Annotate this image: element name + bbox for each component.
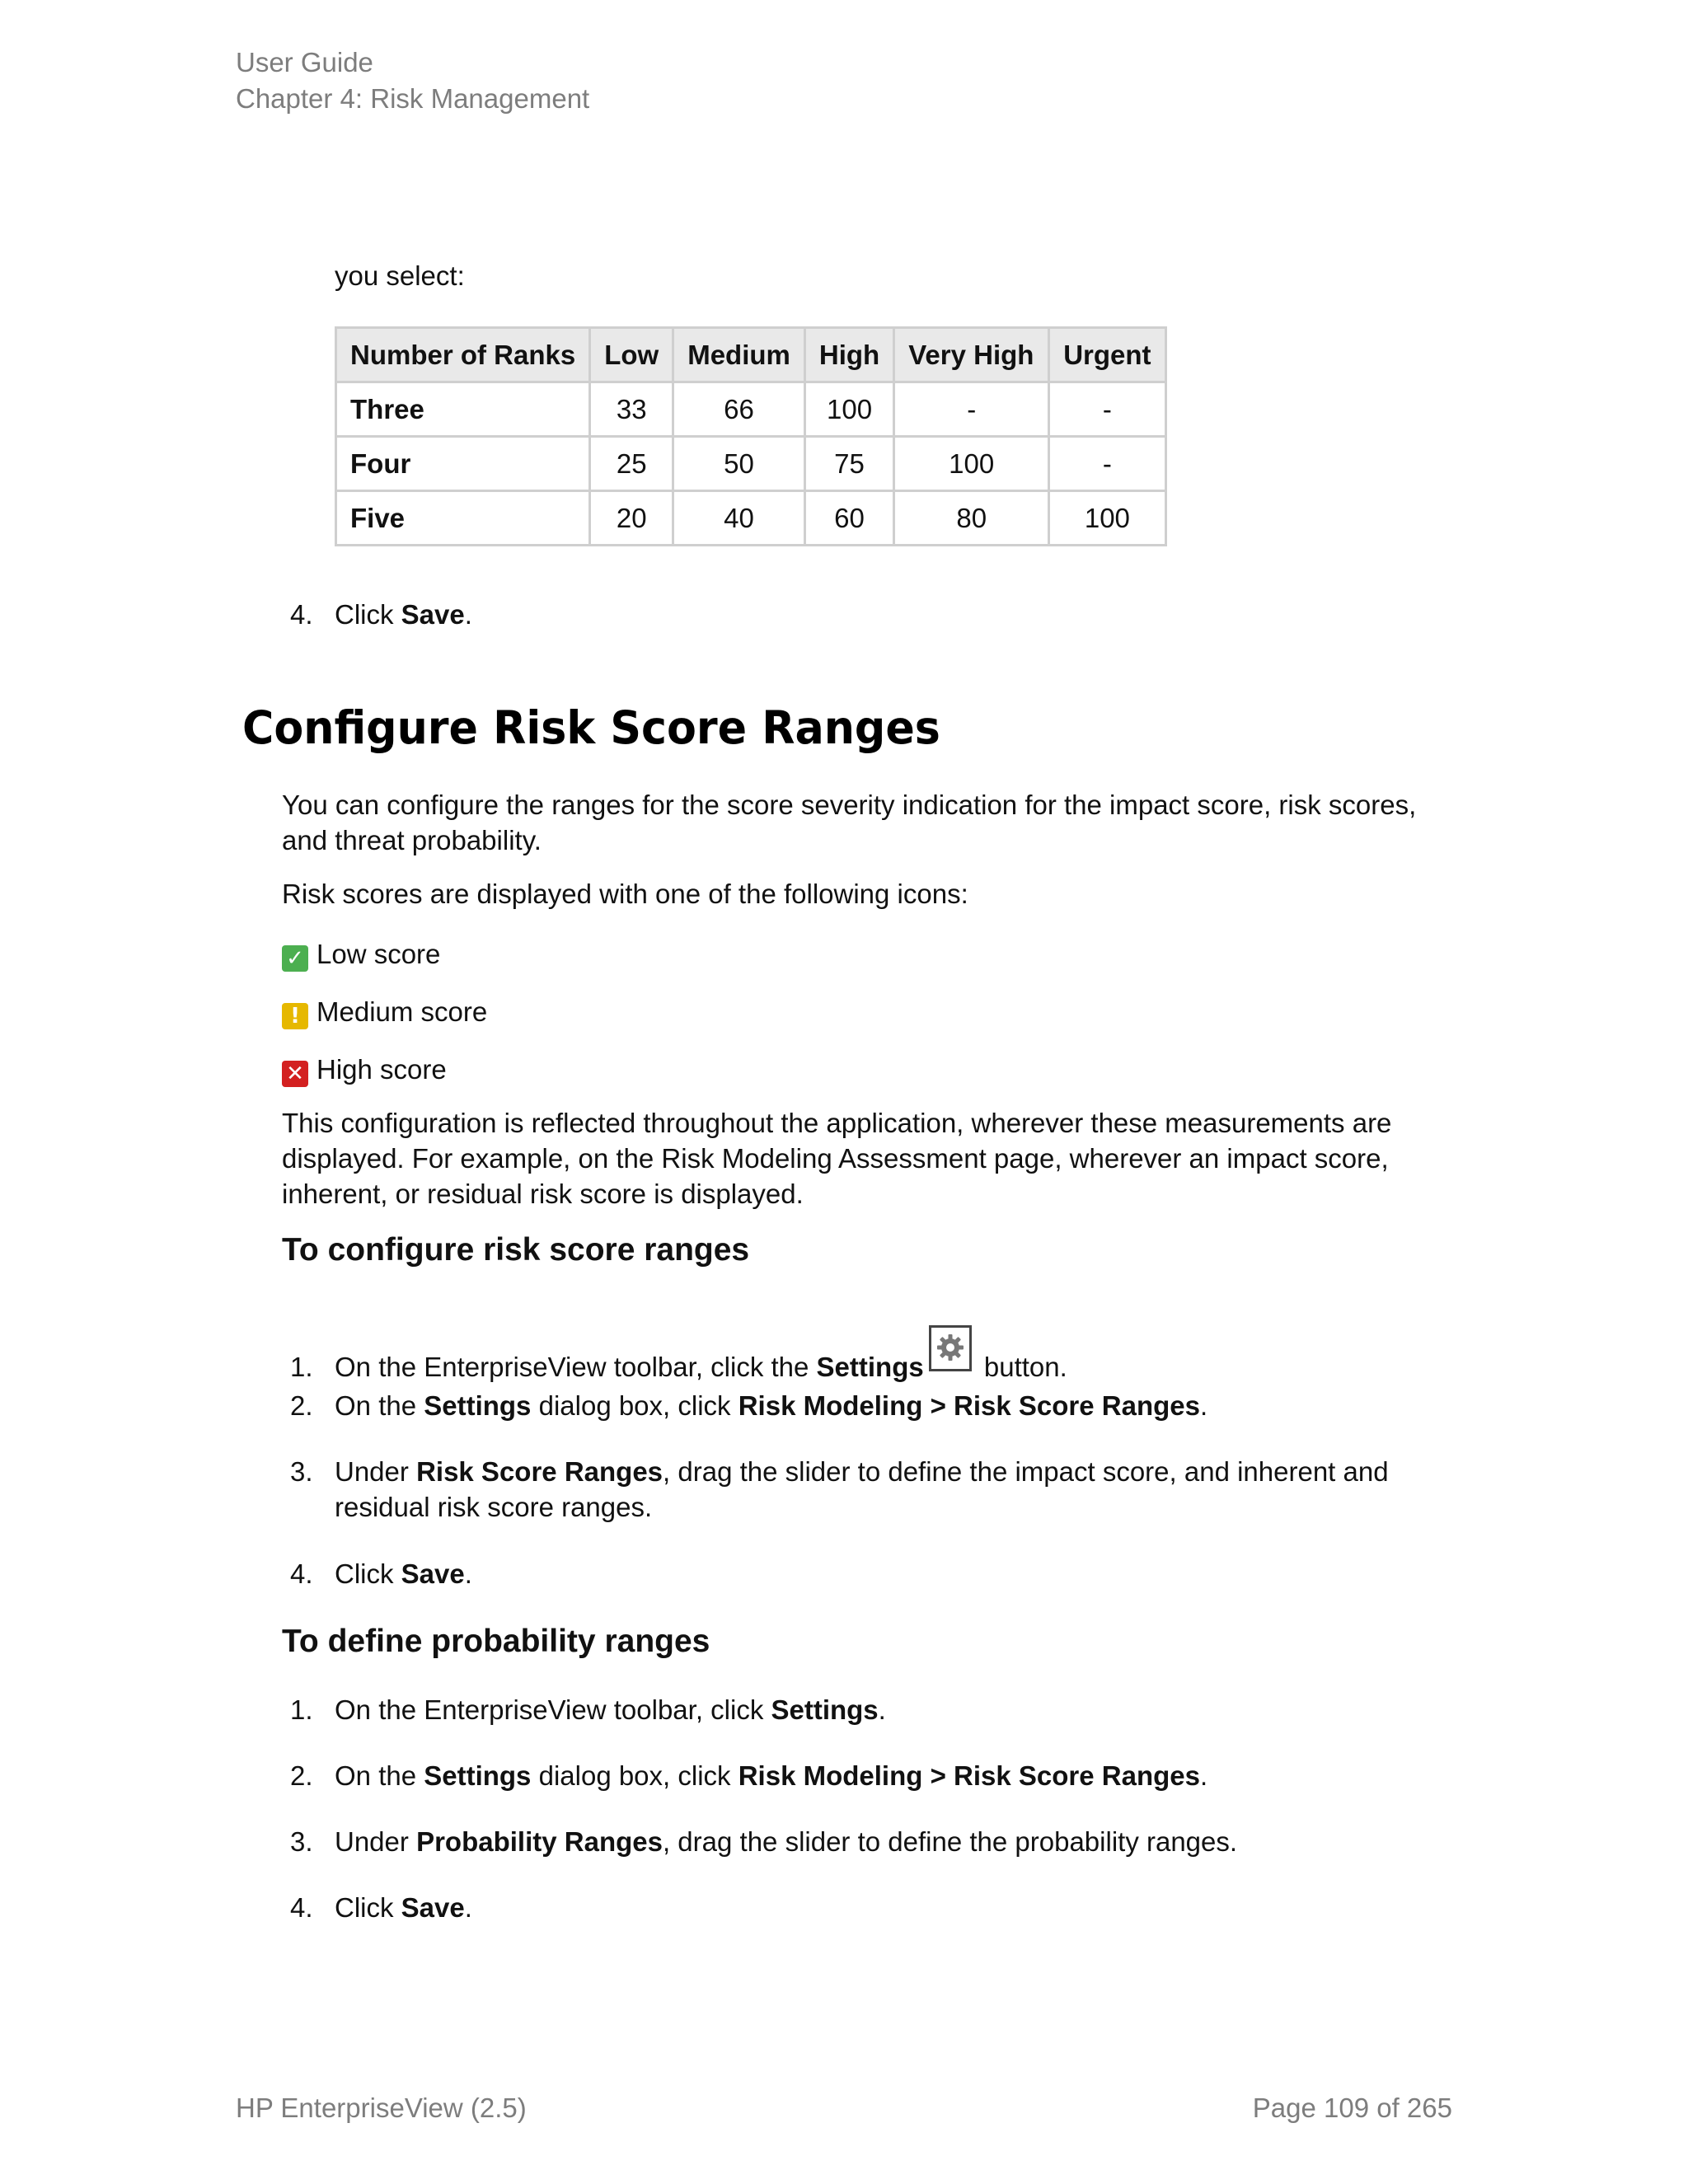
step-text: . (1199, 1390, 1208, 1421)
step-text: Click (335, 1558, 401, 1589)
table-header-cell: High (804, 328, 893, 382)
section-paragraph-configure: You can configure the ranges for the score severity indication for the impact score, risk scores, and threat probability. (282, 790, 1417, 855)
step-text: On the (335, 1390, 424, 1421)
x-icon: ✕ (282, 1061, 308, 1087)
step-text: Click (335, 599, 401, 630)
step-text: On the EnterpriseView toolbar, click (335, 1694, 771, 1725)
settings-button (929, 1325, 972, 1371)
probability-heading: To define probability ranges (282, 1624, 710, 1659)
step-text: dialog box, click (531, 1760, 738, 1791)
section-paragraph-icons-intro: Risk scores are displayed with one of the following icons: (282, 879, 968, 909)
step-text: dialog box, click (531, 1390, 738, 1421)
step-number: 3. (290, 1456, 313, 1487)
probability-step-1 (290, 1692, 886, 1727)
step-text: On the (335, 1760, 424, 1791)
step-bold-text: Risk Modeling > Risk Score Ranges (738, 1390, 1200, 1421)
step-number: 1. (290, 1352, 313, 1382)
low-score-item (282, 936, 440, 972)
gear-icon (936, 1333, 964, 1361)
table-cell: - (1049, 382, 1165, 437)
step-text: . (464, 1558, 472, 1589)
step-bold-text: Settings (816, 1352, 924, 1382)
configure-step-1 (290, 1325, 1067, 1385)
step-text: Under (335, 1456, 417, 1487)
table-cell: 75 (804, 437, 893, 491)
step-bold-text: Risk Modeling > Risk Score Ranges (738, 1760, 1200, 1791)
table-cell: 66 (673, 382, 805, 437)
step-bold-text: Save (401, 1892, 465, 1923)
step-text: . (878, 1694, 886, 1725)
step-bold-text: Settings (424, 1760, 532, 1791)
step-text: , drag the slider to define the probability ranges. (662, 1826, 1238, 1857)
step-bold-text: Save (401, 1558, 465, 1589)
step-number: 2. (290, 1760, 313, 1791)
step-bold-text: Save (401, 599, 465, 630)
step-number: 1. (290, 1694, 313, 1725)
step-text: . (464, 1892, 472, 1923)
table-cell: 100 (894, 437, 1049, 491)
low-score-label: Low score (316, 939, 441, 969)
table-row (336, 382, 1166, 437)
medium-score-label: Medium score (316, 996, 488, 1027)
page-header (236, 45, 589, 117)
step-bold-text: Settings (424, 1390, 532, 1421)
step-text: Under (335, 1826, 417, 1857)
table-cell: 20 (590, 491, 673, 546)
table-header-row (336, 328, 1166, 382)
table-cell: Four (336, 437, 590, 491)
step-text: . (464, 599, 472, 630)
step-number: 4. (290, 1558, 313, 1589)
exclamation-icon: ! (282, 1003, 308, 1029)
high-score-item (282, 1052, 447, 1087)
step-text: . (1199, 1760, 1208, 1791)
configure-heading: To configure risk score ranges (282, 1232, 750, 1268)
table-cell: 50 (673, 437, 805, 491)
section-paragraph-reflected: This configuration is reflected throughout the application, wherever these measurements are displayed. For example, on the Risk Modeling Assessment page, wherever an impact score, inherent, or residual risk score is displayed. (282, 1108, 1392, 1209)
table-header-cell: Very High (894, 328, 1049, 382)
table-cell: 60 (804, 491, 893, 546)
table-cell: 80 (894, 491, 1049, 546)
table-cell: 100 (804, 382, 893, 437)
table-row (336, 491, 1166, 546)
header-chapter-title: Chapter 4: Risk Management (236, 83, 590, 114)
table-cell: - (894, 382, 1049, 437)
step-bold-text: Settings (771, 1694, 879, 1725)
medium-score-item (282, 994, 487, 1029)
table-header-cell: Urgent (1049, 328, 1165, 382)
step-number: 4. (290, 1892, 313, 1923)
footer-page-number: Page 109 of 265 (1252, 2093, 1452, 2123)
table-cell: 33 (590, 382, 673, 437)
table-row (336, 437, 1166, 491)
table-header-cell: Number of Ranks (336, 328, 590, 382)
step-number: 4. (290, 599, 313, 630)
configure-step-2 (290, 1388, 1207, 1423)
footer-product: HP EnterpriseView (2.5) (236, 2093, 527, 2123)
configure-step-4 (290, 1556, 472, 1591)
table-cell: 100 (1049, 491, 1165, 546)
step-bold-text: Risk Score Ranges (416, 1456, 663, 1487)
step-text: Click (335, 1892, 401, 1923)
check-icon: ✓ (282, 945, 308, 972)
step-bold-text: Probability Ranges (416, 1826, 663, 1857)
step-text: , drag the slider to define the impact score, and inherent and residual risk score ranges. (335, 1456, 1389, 1522)
probability-step-2 (290, 1758, 1207, 1793)
high-score-label: High score (316, 1054, 447, 1085)
step-text: button. (976, 1352, 1067, 1382)
step-number: 2. (290, 1390, 313, 1421)
table-cell: Five (336, 491, 590, 546)
intro-text: you select: (335, 260, 465, 291)
configure-step-3 (290, 1454, 1444, 1525)
step-number: 3. (290, 1826, 313, 1857)
section-title: Configure Risk Score Ranges (242, 701, 940, 754)
ranks-table (335, 326, 1167, 546)
table-cell: 25 (590, 437, 673, 491)
table-cell: Three (336, 382, 590, 437)
table-cell: - (1049, 437, 1165, 491)
step-click-save-ranks (290, 597, 472, 632)
table-header-cell: Low (590, 328, 673, 382)
step-text: On the EnterpriseView toolbar, click the (335, 1352, 817, 1382)
probability-step-4 (290, 1890, 472, 1925)
probability-step-3 (290, 1824, 1237, 1859)
header-guide-title: User Guide (236, 47, 373, 77)
table-header-cell: Medium (673, 328, 805, 382)
table-cell: 40 (673, 491, 805, 546)
